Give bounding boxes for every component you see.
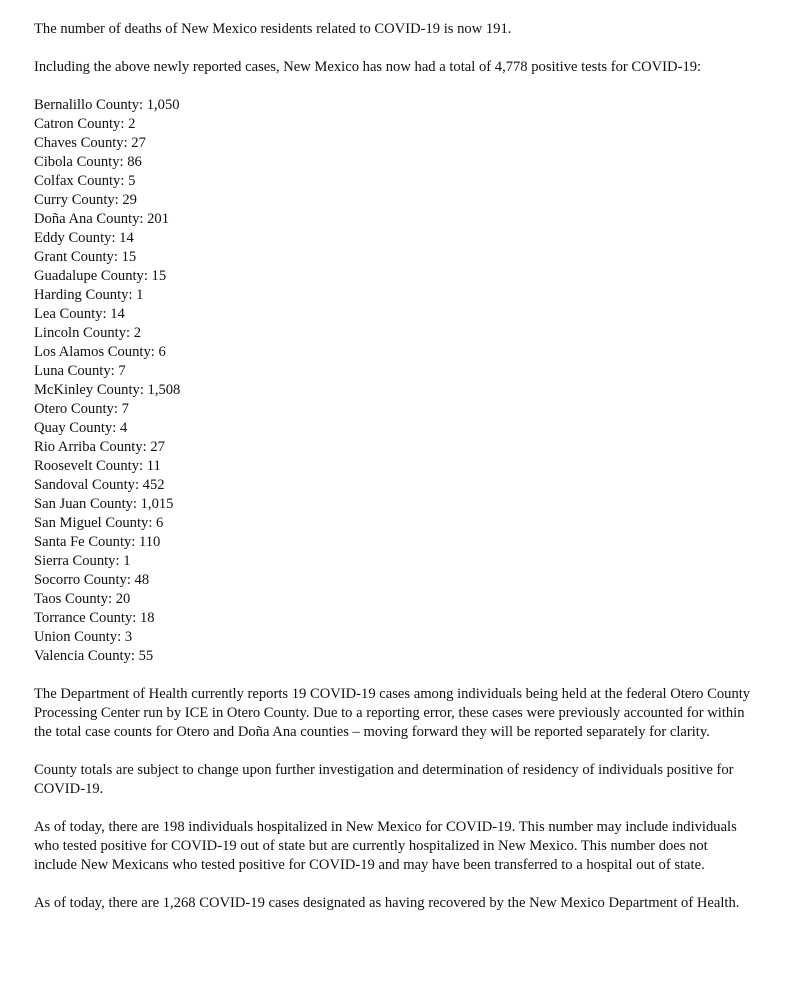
county-count: 1,508	[147, 382, 181, 398]
county-name: Luna County	[34, 363, 111, 379]
county-name: San Juan County	[34, 496, 133, 512]
county-name: Torrance County	[34, 610, 133, 626]
county-count: 2	[133, 325, 142, 341]
county-item: Rio Arriba County: 27	[34, 439, 165, 455]
county-count: 29	[122, 192, 137, 208]
county-name: Cibola County	[34, 154, 120, 170]
county-case-list	[34, 96, 754, 666]
county-count: 110	[139, 534, 161, 550]
county-item: Cibola County: 86	[34, 154, 142, 170]
county-name: Harding County	[34, 287, 129, 303]
hospitalized-paragraph: As of today, there are 198 individuals hospitalized in New Mexico for COVID-19. This number may include individuals who tested positive for COVID-19 out of state but are currently hospitalized in New Mexico. This number does not include New Mexicans who tested positive for COVID-19 and may have been transferred to a hospital out of state.	[34, 819, 737, 873]
press-release-body	[34, 20, 754, 932]
county-item: Sierra County: 1	[34, 553, 131, 569]
county-name: Grant County	[34, 249, 114, 265]
county-name: Doña Ana County	[34, 211, 140, 227]
county-name: Quay County	[34, 420, 113, 436]
county-name: Rio Arriba County	[34, 439, 143, 455]
county-count: 3	[124, 629, 133, 645]
county-count: 6	[158, 344, 166, 360]
county-item: Santa Fe County: 110	[34, 534, 161, 550]
county-name: Curry County	[34, 192, 115, 208]
county-item: Torrance County: 18	[34, 610, 155, 626]
county-name: Roosevelt County	[34, 458, 139, 474]
county-item: Otero County: 7	[34, 401, 129, 417]
county-item: Sandoval County: 452	[34, 477, 165, 493]
county-name: Otero County	[34, 401, 114, 417]
county-count: 14	[110, 306, 125, 322]
county-count: 4	[119, 420, 128, 436]
county-count: 48	[134, 572, 150, 588]
county-item: San Miguel County: 6	[34, 515, 164, 531]
county-item: Guadalupe County: 15	[34, 268, 167, 284]
county-name: Lincoln County	[34, 325, 127, 341]
county-count: 27	[150, 439, 165, 455]
county-name: Union County	[34, 629, 118, 645]
county-name: Catron County	[34, 116, 121, 132]
county-item: Harding County: 1	[34, 287, 144, 303]
county-name: McKinley County	[34, 382, 140, 398]
county-item: Lea County: 14	[34, 306, 125, 322]
county-count: 7	[118, 363, 126, 379]
county-item: Chaves County: 27	[34, 135, 146, 151]
county-item: Union County: 3	[34, 629, 133, 645]
county-count: 6	[156, 515, 164, 531]
county-totals-note-paragraph: County totals are subject to change upon further investigation and determination of residency of individuals positive for COVID-19.	[34, 762, 734, 797]
county-item: Socorro County: 48	[34, 572, 150, 588]
county-item: Luna County: 7	[34, 363, 126, 379]
county-item: Taos County: 20	[34, 591, 131, 607]
county-item: Colfax County: 5	[34, 173, 136, 189]
county-count: 2	[128, 116, 136, 132]
county-count: 7	[121, 401, 129, 417]
county-count: 15	[121, 249, 137, 265]
county-item: Eddy County: 14	[34, 230, 134, 246]
county-count: 1,050	[146, 97, 180, 113]
county-count: 55	[138, 648, 154, 664]
county-count: 27	[131, 135, 146, 151]
county-item: Catron County: 2	[34, 116, 136, 132]
county-count: 15	[151, 268, 167, 284]
county-item: Grant County: 15	[34, 249, 137, 265]
county-name: Bernalillo County	[34, 97, 139, 113]
county-item: Los Alamos County: 6	[34, 344, 166, 360]
county-name: Santa Fe County	[34, 534, 132, 550]
county-item: Lincoln County: 2	[34, 325, 142, 341]
county-count: 5	[128, 173, 136, 189]
county-item: San Juan County: 1,015	[34, 496, 174, 512]
county-name: San Miguel County	[34, 515, 149, 531]
county-item: Doña Ana County: 201	[34, 211, 169, 227]
county-count: 86	[127, 154, 142, 170]
deaths-paragraph: The number of deaths of New Mexico residents related to COVID-19 is now 191.	[34, 21, 512, 37]
county-item: Valencia County: 55	[34, 648, 154, 664]
total-cases-paragraph: Including the above newly reported cases, New Mexico has now had a total of 4,778 positive tests for COVID-19:	[34, 59, 702, 75]
county-count: 1,015	[140, 496, 174, 512]
county-name: Chaves County	[34, 135, 124, 151]
recovered-paragraph: As of today, there are 1,268 COVID-19 cases designated as having recovered by the New Mexico Department of Health.	[34, 895, 740, 911]
county-name: Socorro County	[34, 572, 127, 588]
county-count: 1	[123, 553, 131, 569]
county-count: 14	[119, 230, 134, 246]
county-item: Curry County: 29	[34, 192, 137, 208]
county-name: Sandoval County	[34, 477, 135, 493]
county-count: 11	[146, 458, 161, 474]
county-name: Eddy County	[34, 230, 112, 246]
county-name: Colfax County	[34, 173, 121, 189]
county-item: Roosevelt County: 11	[34, 458, 161, 474]
county-item: McKinley County: 1,508	[34, 382, 181, 398]
county-name: Guadalupe County	[34, 268, 144, 284]
county-count: 1	[136, 287, 144, 303]
county-count: 452	[142, 477, 165, 493]
county-name: Lea County	[34, 306, 103, 322]
county-name: Sierra County	[34, 553, 116, 569]
county-count: 20	[115, 591, 131, 607]
county-count: 18	[139, 610, 155, 626]
county-name: Los Alamos County	[34, 344, 151, 360]
county-item: Quay County: 4	[34, 420, 128, 436]
county-item: Bernalillo County: 1,050	[34, 97, 180, 113]
county-name: Taos County	[34, 591, 108, 607]
detention-center-paragraph: The Department of Health currently reports 19 COVID-19 cases among individuals being held at the federal Otero County Processing Center run by ICE in Otero County. Due to a reporting error, these cases were previously accounted for within the total case counts for Otero and Doña Ana counties – moving forward they will be reported separately for clarity.	[34, 686, 751, 740]
county-count: 201	[147, 211, 169, 227]
county-name: Valencia County	[34, 648, 131, 664]
